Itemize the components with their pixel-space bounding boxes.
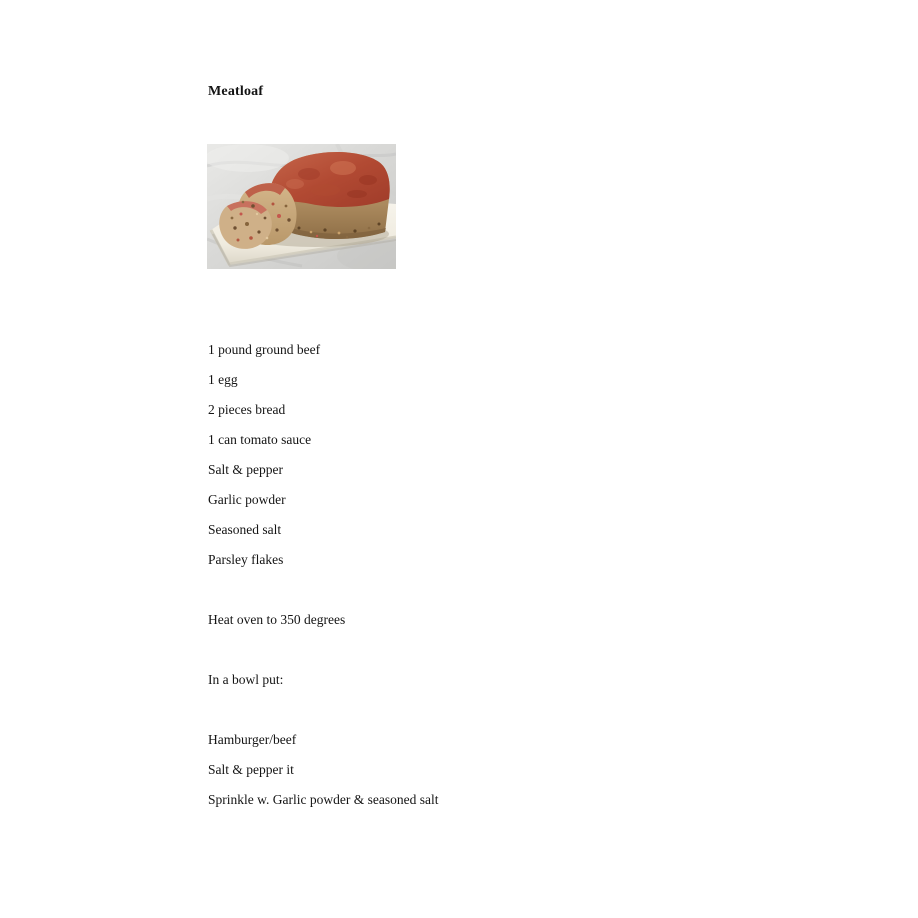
step-line: Salt & pepper it xyxy=(208,762,294,777)
ingredient-list xyxy=(208,335,320,575)
step-list xyxy=(208,725,438,815)
meatloaf-photo xyxy=(207,144,396,269)
ingredient-line: 2 pieces bread xyxy=(208,402,286,417)
bowl-intro: In a bowl put: xyxy=(208,672,284,687)
preheat-instruction: Heat oven to 350 degrees xyxy=(208,612,346,627)
ingredient-line: Garlic powder xyxy=(208,492,286,507)
ingredient-line: 1 can tomato sauce xyxy=(208,432,312,447)
ingredient-line: 1 egg xyxy=(208,372,238,387)
meatloaf-photo-illustration xyxy=(207,144,396,269)
ingredient-line: Parsley flakes xyxy=(208,552,284,567)
page-title: Meatloaf xyxy=(208,84,264,99)
step-line: Sprinkle w. Garlic powder & seasoned salt xyxy=(208,792,439,807)
ingredient-line: Seasoned salt xyxy=(208,522,282,537)
ingredient-line: Salt & pepper xyxy=(208,462,283,477)
ingredient-line: 1 pound ground beef xyxy=(208,342,321,357)
step-line: Hamburger/beef xyxy=(208,732,297,747)
